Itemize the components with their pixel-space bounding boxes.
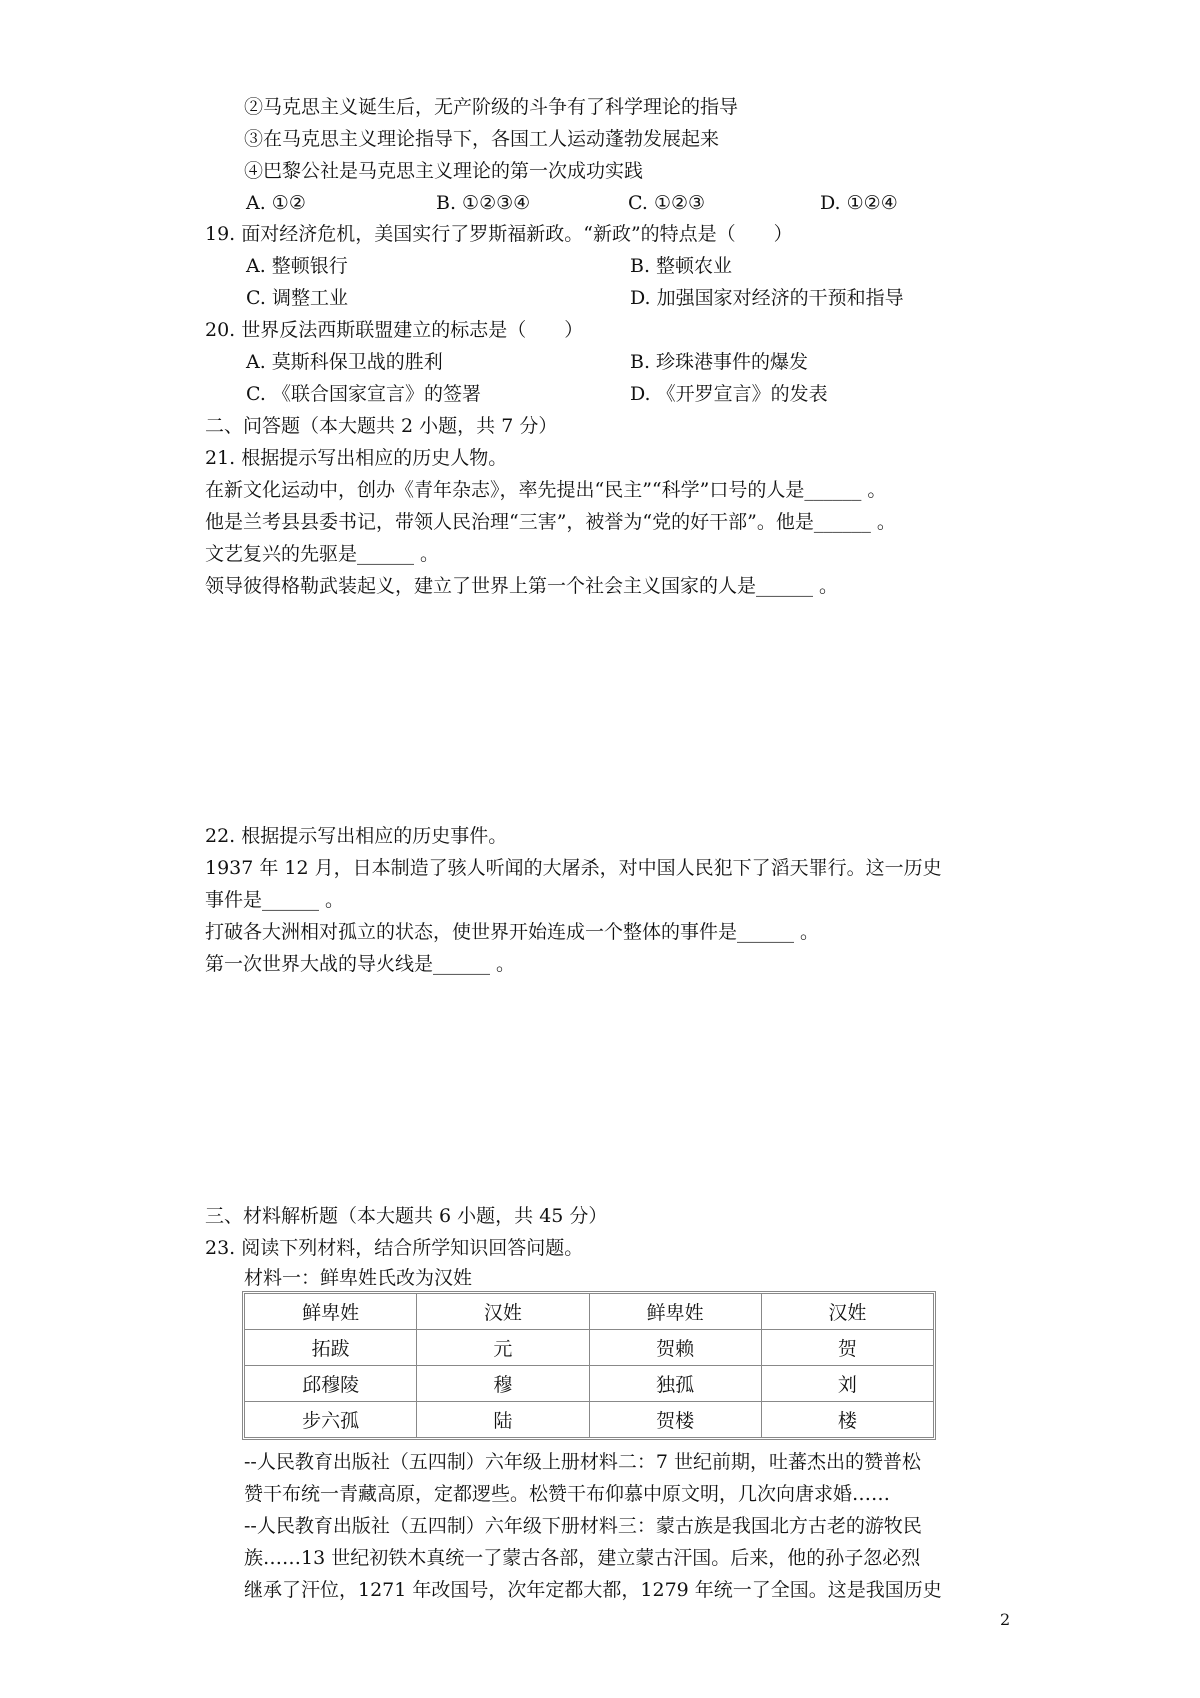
q21-stem: 21. 根据提示写出相应的历史人物。	[205, 447, 508, 469]
q18-statement-3: ③在马克思主义理论指导下，各国工人运动蓬勃发展起来	[244, 128, 720, 150]
q20-stem: 20. 世界反法西斯联盟建立的标志是（ ）	[205, 319, 584, 341]
table-cell: 穆	[417, 1366, 589, 1402]
table-header-cell: 汉姓	[761, 1294, 933, 1330]
table-header-cell: 汉姓	[417, 1294, 589, 1330]
table-cell: 元	[417, 1330, 589, 1366]
table-cell: 贺楼	[589, 1402, 761, 1438]
q21-line-3: 文艺复兴的先驱是______ 。	[205, 543, 440, 565]
q22-line-2: 事件是______ 。	[205, 889, 345, 911]
material-text-line-1: --人民教育出版社（五四制）六年级上册材料二：7 世纪前期，吐蕃杰出的赞普松	[244, 1451, 921, 1473]
table-cell: 刘	[761, 1366, 933, 1402]
q19-option-d: D. 加强国家对经济的干预和指导	[630, 287, 904, 309]
page-number: 2	[1000, 1610, 1011, 1629]
material-text-line-5: 继承了汗位，1271 年改国号，次年定都大都，1279 年统一了全国。这是我国历史	[244, 1579, 942, 1601]
table-cell: 独孤	[589, 1366, 761, 1402]
table-row	[245, 1330, 934, 1366]
q22-line-3: 打破各大洲相对孤立的状态，使世界开始连成一个整体的事件是______ 。	[205, 921, 820, 943]
material-text-line-3: --人民教育出版社（五四制）六年级下册材料三：蒙古族是我国北方古老的游牧民	[244, 1515, 922, 1537]
section-2-heading: 二、问答题（本大题共 2 小题，共 7 分）	[205, 415, 558, 437]
q18-option-c: C. ①②③	[628, 192, 706, 214]
q18-option-d: D. ①②④	[820, 192, 898, 214]
q18-statement-2: ②马克思主义诞生后，无产阶级的斗争有了科学理论的指导	[244, 96, 739, 118]
table-cell: 拓跋	[245, 1330, 417, 1366]
q20-option-b: B. 珍珠港事件的爆发	[630, 351, 809, 373]
q21-line-4: 领导彼得格勒武装起义，建立了世界上第一个社会主义国家的人是______ 。	[205, 575, 839, 597]
table-cell: 贺赖	[589, 1330, 761, 1366]
table-cell: 步六孤	[245, 1402, 417, 1438]
q19-option-a: A. 整顿银行	[246, 255, 348, 277]
q23-stem: 23. 阅读下列材料，结合所学知识回答问题。	[205, 1237, 584, 1259]
q21-line-1: 在新文化运动中，创办《青年杂志》，率先提出“民主”“科学”口号的人是______ 。	[205, 479, 887, 501]
table-cell: 楼	[761, 1402, 933, 1438]
q18-option-a: A. ①②	[246, 192, 306, 214]
table-cell: 陆	[417, 1402, 589, 1438]
table-cell: 贺	[761, 1330, 933, 1366]
table-header-cell: 鲜卑姓	[589, 1294, 761, 1330]
q20-option-a: A. 莫斯科保卫战的胜利	[246, 351, 443, 373]
section-3-heading: 三、材料解析题（本大题共 6 小题，共 45 分）	[205, 1205, 608, 1227]
q18-statement-4: ④巴黎公社是马克思主义理论的第一次成功实践	[244, 160, 644, 182]
table-row	[245, 1294, 934, 1330]
material-text-line-4: 族……13 世纪初铁木真统一了蒙古各部，建立蒙古汗国。后来，他的孙子忽必烈	[244, 1547, 921, 1569]
table-row	[245, 1402, 934, 1438]
q21-line-2: 他是兰考县县委书记，带领人民治理“三害”，被誉为“党的好干部”。他是______ 。	[205, 511, 896, 533]
q20-option-d: D. 《开罗宣言》的发表	[630, 383, 828, 405]
surname-table	[244, 1293, 934, 1438]
table-header-cell: 鲜卑姓	[245, 1294, 417, 1330]
material-1-title: 材料一：鲜卑姓氏改为汉姓	[244, 1267, 473, 1289]
q19-option-b: B. 整顿农业	[630, 255, 733, 277]
material-text-line-2: 赞干布统一青藏高原，定都逻些。松赞干布仰慕中原文明，几次向唐求婚……	[244, 1483, 891, 1505]
q20-option-c: C. 《联合国家宣言》的签署	[246, 383, 481, 405]
q18-option-b: B. ①②③④	[436, 192, 531, 214]
q19-stem: 19. 面对经济危机，美国实行了罗斯福新政。“新政”的特点是（ ）	[205, 223, 793, 245]
q22-line-1: 1937 年 12 月，日本制造了骇人听闻的大屠杀，对中国人民犯下了滔天罪行。这一历史	[205, 857, 942, 879]
q22-line-4: 第一次世界大战的导火线是______ 。	[205, 953, 516, 975]
table-cell: 邱穆陵	[245, 1366, 417, 1402]
q19-option-c: C. 调整工业	[246, 287, 348, 309]
table-row	[245, 1366, 934, 1402]
q22-stem: 22. 根据提示写出相应的历史事件。	[205, 825, 508, 847]
